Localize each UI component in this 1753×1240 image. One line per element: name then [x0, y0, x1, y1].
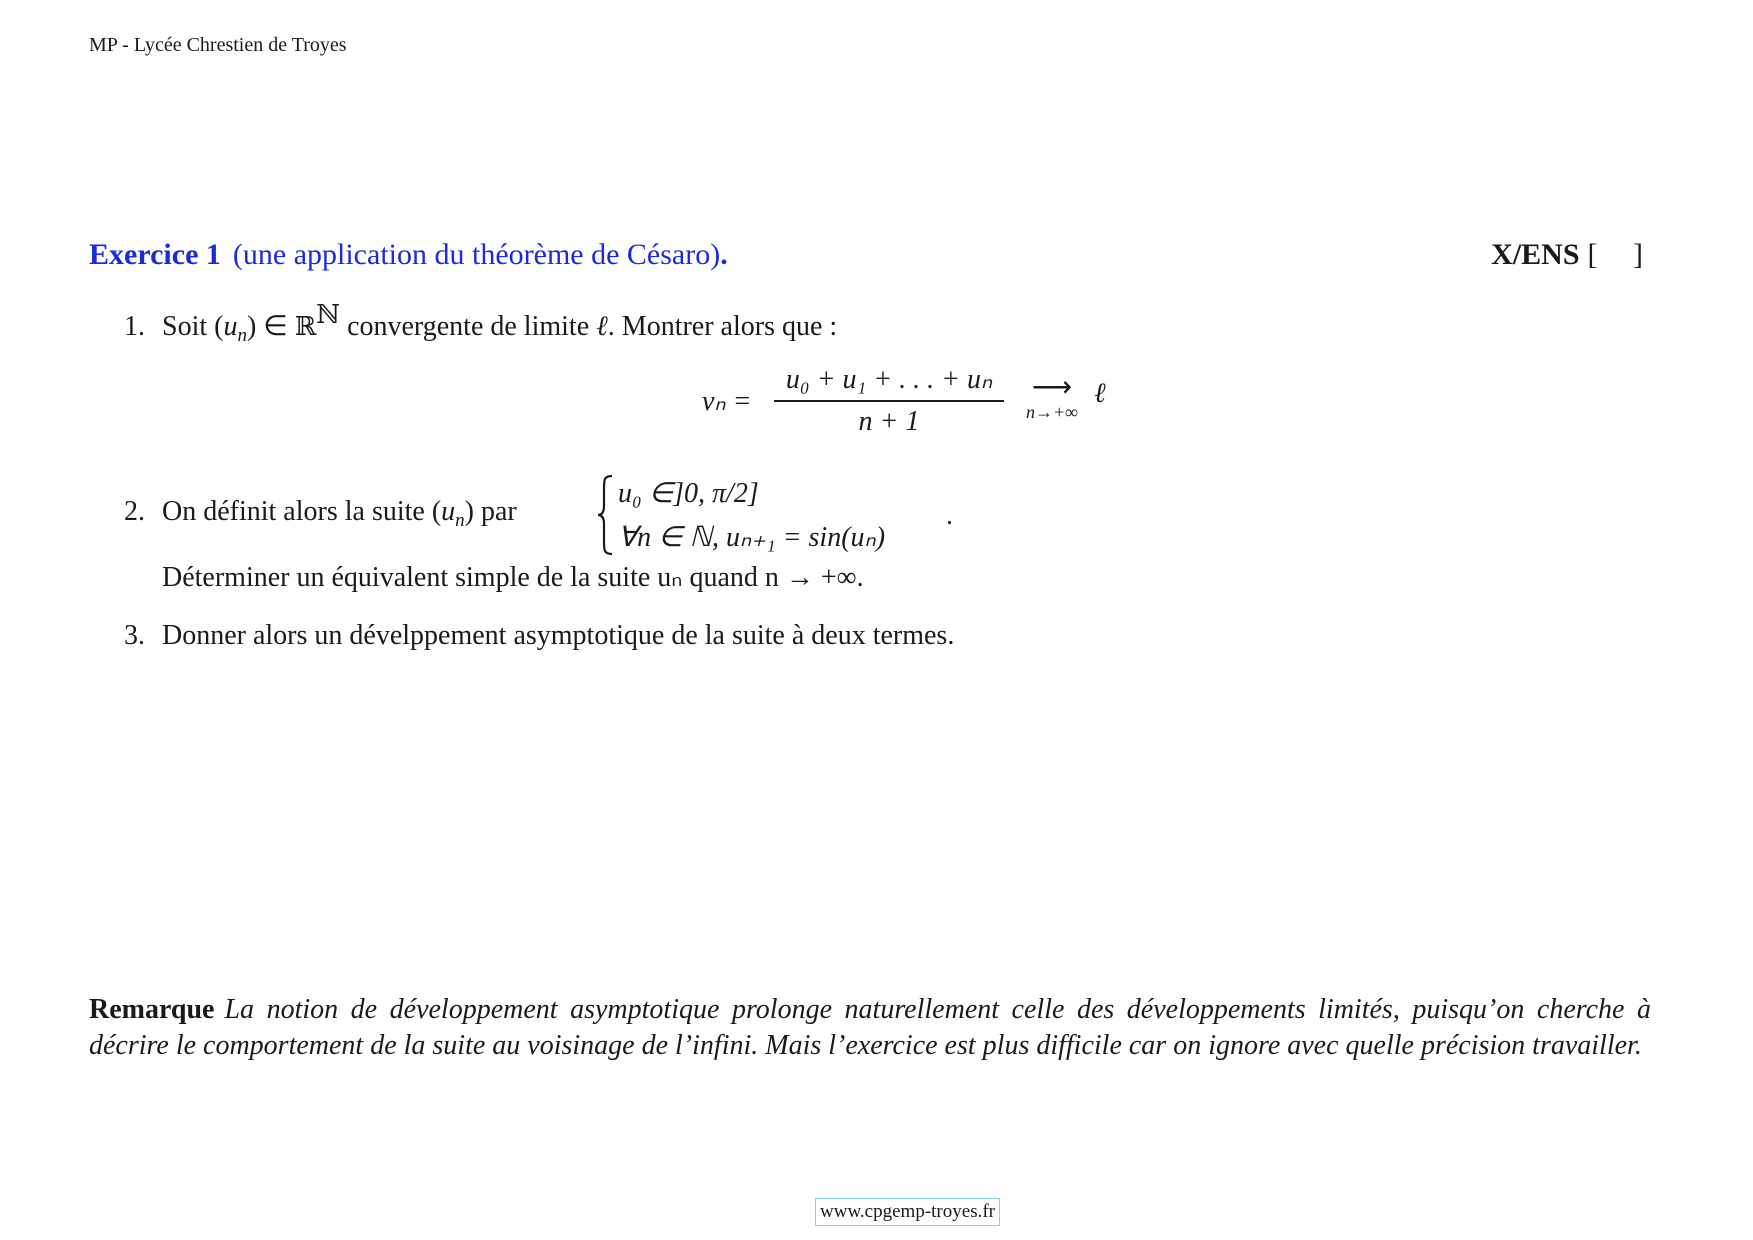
- q3-text: Donner alors un dévelppement asymptotique de la suite à deux termes.: [162, 620, 955, 651]
- formula-limit: ℓ: [1094, 378, 1106, 409]
- q1-text-b: ) ∈: [246, 311, 295, 342]
- question-1-number: 1.: [124, 311, 145, 342]
- q1-N: ℕ: [316, 300, 341, 330]
- q1-ell: ℓ: [596, 311, 608, 342]
- question-2-number: 2.: [124, 496, 145, 527]
- q1-R: ℝ: [294, 312, 317, 342]
- level-checkbox: [ ]: [1587, 238, 1657, 271]
- question-2: [124, 496, 517, 532]
- q1-text-a: Soit (: [162, 311, 224, 342]
- exercise-title: [89, 238, 728, 272]
- left-brace-icon: [596, 474, 614, 556]
- level-label: X/ENS: [1491, 238, 1580, 271]
- question-3-number: 3.: [124, 620, 145, 651]
- formula-lhs: vₙ =: [702, 386, 752, 417]
- q1-text-c: convergente de limite: [340, 311, 597, 342]
- exercise-number: Exercice 1: [89, 238, 221, 271]
- exercise-subtitle: (une application du théorème de Césaro): [232, 238, 721, 271]
- q2-n: n: [455, 510, 465, 531]
- formula-fraction: [774, 362, 1004, 438]
- page-header: MP - Lycée Chrestien de Troyes: [89, 34, 347, 56]
- limit-arrow: [1014, 374, 1090, 423]
- q2-intro-end: ) par: [464, 496, 517, 527]
- remark-label: Remarque: [89, 994, 215, 1025]
- q2-intro: On définit alors la suite (: [162, 496, 442, 527]
- exercise-level: [1491, 238, 1657, 272]
- system-period: .: [946, 500, 953, 531]
- remark-text: La notion de développement asymptotique prolonge naturellement celle des développements limités, puisqu’on cherche à décrire le comportement de la suite au voisinage de l’infini. Mais l’exercice est plus difficile car on ignore avec quelle précision travailler.: [89, 994, 1651, 1061]
- formula-denominator: n + 1: [858, 406, 920, 437]
- q1-n: n: [237, 325, 247, 346]
- exercise-title-dot: .: [720, 238, 728, 271]
- arrow-icon: ⟶: [1031, 372, 1073, 403]
- question-2-second-line: Déterminer un équivalent simple de la suite uₙ quand n → +∞.: [162, 562, 864, 593]
- q2-u: u: [441, 496, 456, 527]
- remark-paragraph: [89, 992, 1651, 1064]
- formula-numerator: u₀ + u₁ + . . . + uₙ: [785, 364, 993, 395]
- system-line-2: ∀n ∈ ℕ, uₙ₊₁ = sin(uₙ): [618, 522, 886, 553]
- question-1: [124, 300, 837, 347]
- system-line-1: u₀ ∈]0, π/2]: [618, 478, 759, 509]
- limit-subscript: n→+∞: [1026, 402, 1078, 422]
- q1-text-d: . Montrer alors que :: [607, 311, 838, 342]
- footer-link[interactable]: www.cpgemp-troyes.fr: [815, 1198, 1000, 1226]
- q1-u: u: [223, 311, 238, 342]
- question-3: [124, 620, 954, 652]
